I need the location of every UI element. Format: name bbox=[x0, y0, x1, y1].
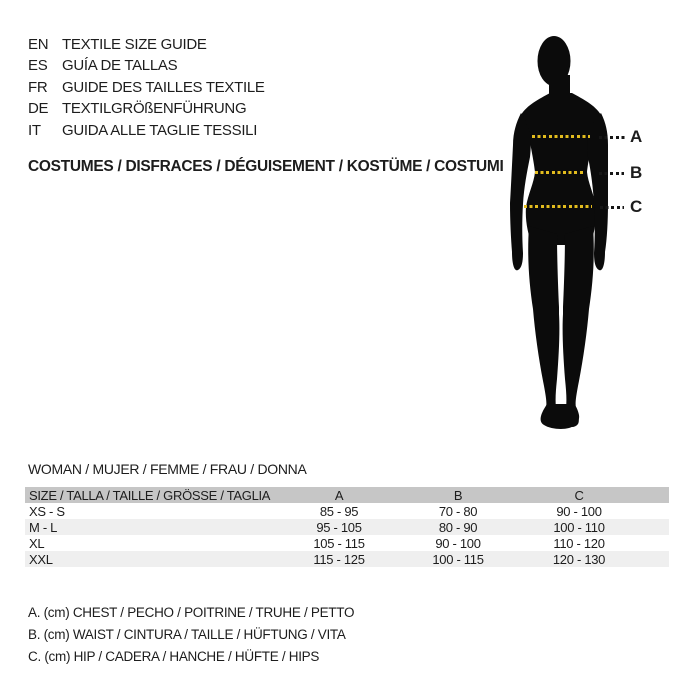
silhouette-right-leg bbox=[563, 226, 594, 427]
chest-leader-dots bbox=[599, 136, 626, 139]
language-guide-list bbox=[28, 34, 265, 141]
size-cell: XS - S bbox=[29, 503, 65, 519]
table-row bbox=[25, 519, 669, 535]
column-header-a: A bbox=[280, 487, 398, 503]
hip-range-cell: 90 - 100 bbox=[556, 503, 602, 519]
size-cell: XL bbox=[29, 535, 45, 551]
legend-line-waist: B. (cm) WAIST / CINTURA / TAILLE / HÜFTUNG / VITA bbox=[28, 627, 346, 642]
waist-range-cell: 70 - 80 bbox=[438, 503, 478, 519]
measure-label-b: B bbox=[630, 163, 642, 182]
size-column-header: SIZE / TALLA / TAILLE / GRÖSSE / TAGLIA bbox=[25, 487, 280, 503]
silhouette-torso bbox=[521, 93, 601, 245]
hip-measure-dots bbox=[524, 205, 592, 208]
table-row bbox=[25, 551, 669, 567]
language-code: DE bbox=[28, 100, 49, 118]
language-code: IT bbox=[28, 121, 41, 139]
legend-line-hip: C. (cm) HIP / CADERA / HANCHE / HÜFTE / HIPS bbox=[28, 649, 320, 664]
hip-range-cell: 100 - 110 bbox=[553, 519, 605, 535]
measure-label-c: C bbox=[630, 197, 642, 216]
silhouette-feet bbox=[541, 404, 580, 429]
size-table-header-row bbox=[25, 487, 669, 503]
column-header-b: B bbox=[398, 487, 518, 503]
hip-range-cell: 120 - 130 bbox=[552, 551, 606, 567]
language-row-es bbox=[28, 55, 265, 76]
silhouette-left-arm bbox=[510, 113, 531, 270]
language-row-fr bbox=[28, 77, 265, 98]
language-row-it bbox=[28, 120, 265, 141]
size-cell: M - L bbox=[29, 519, 58, 535]
size-table bbox=[25, 487, 669, 567]
table-row bbox=[25, 535, 669, 551]
language-label: GUÍA DE TALLAS bbox=[62, 57, 178, 75]
woman-silhouette-image bbox=[495, 31, 627, 431]
gender-section-heading: WOMAN / MUJER / FEMME / FRAU / DONNA bbox=[28, 461, 307, 477]
measure-label-a: A bbox=[630, 127, 642, 146]
chest-range-cell: 95 - 105 bbox=[316, 519, 362, 535]
size-cell: XXL bbox=[29, 551, 53, 567]
chest-range-cell: 115 - 125 bbox=[313, 551, 365, 567]
legend-line-chest: A. (cm) CHEST / PECHO / POITRINE / TRUHE / PETTO bbox=[28, 605, 355, 620]
language-label: GUIDE DES TAILLES TEXTILE bbox=[62, 78, 265, 96]
table-row bbox=[25, 503, 669, 519]
language-label: TEXTILE SIZE GUIDE bbox=[62, 36, 207, 53]
waist-range-cell: 90 - 100 bbox=[435, 535, 481, 551]
waist-range-cell: 80 - 90 bbox=[438, 519, 478, 535]
language-row-en bbox=[28, 34, 265, 55]
hip-range-cell: 110 - 120 bbox=[553, 535, 605, 551]
waist-range-cell: 100 - 115 bbox=[432, 551, 484, 567]
language-row-de bbox=[28, 98, 265, 119]
waist-measure-dots bbox=[535, 171, 585, 174]
language-code: ES bbox=[28, 57, 48, 75]
measurement-legend bbox=[28, 602, 354, 668]
category-heading: COSTUMES / DISFRACES / DÉGUISEMENT / KOSTÜME / COSTUMI bbox=[28, 158, 504, 175]
chest-range-cell: 85 - 95 bbox=[319, 503, 359, 519]
language-label: GUIDA ALLE TAGLIE TESSILI bbox=[62, 121, 258, 139]
hip-leader-dots bbox=[600, 206, 624, 209]
silhouette-left-leg bbox=[528, 226, 559, 427]
waist-leader-dots bbox=[599, 172, 624, 175]
language-code: FR bbox=[28, 78, 48, 96]
language-label: TEXTILGRÖßENFÜHRUNG bbox=[62, 100, 247, 118]
chest-measure-dots bbox=[532, 135, 590, 138]
column-header-c: C bbox=[518, 487, 669, 503]
chest-range-cell: 105 - 115 bbox=[313, 535, 365, 551]
language-code: EN bbox=[28, 36, 49, 53]
